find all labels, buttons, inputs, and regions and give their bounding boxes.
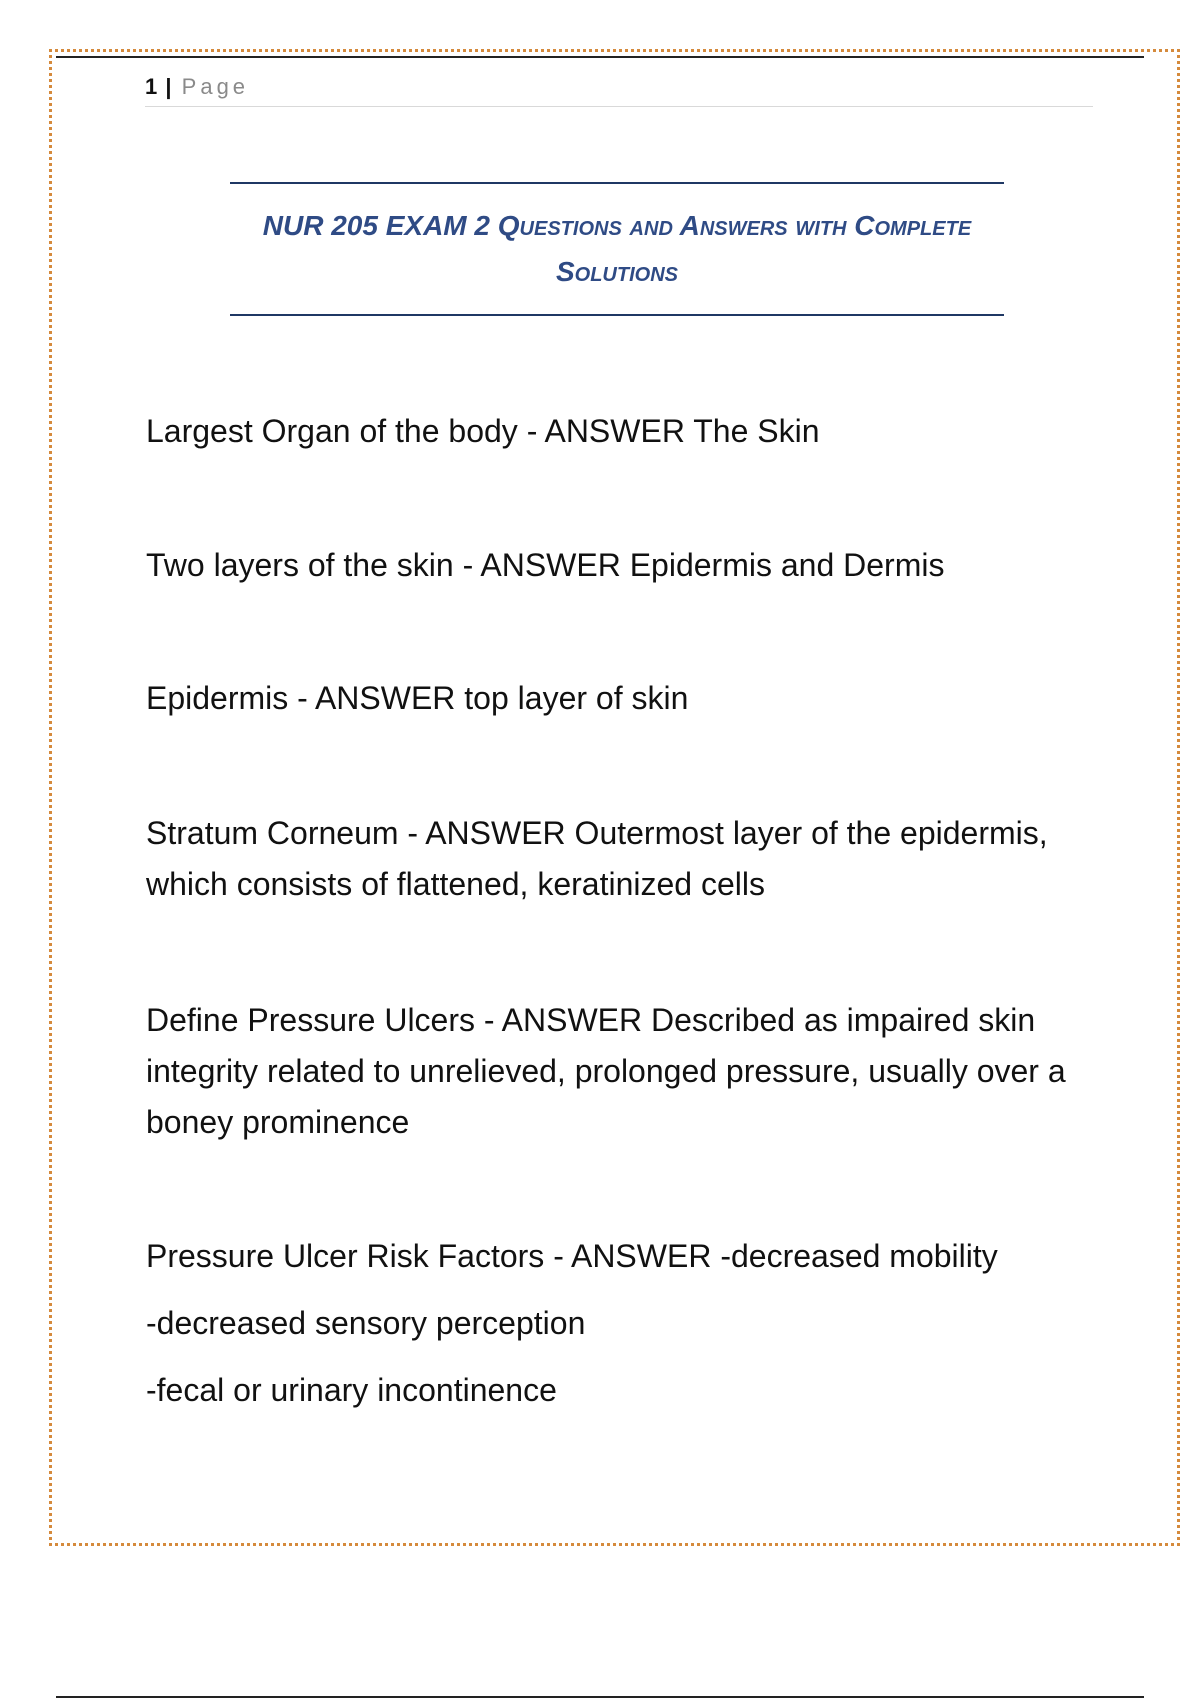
page-number: 1 bbox=[145, 74, 158, 99]
risk-factor-line: -fecal or urinary incontinence bbox=[146, 1372, 557, 1408]
page-header bbox=[145, 72, 1093, 107]
qa-item: Define Pressure Ulcers - ANSWER Described as impaired skin integrity related to unrelieved, prolonged pressure, usually over a boney prominence bbox=[146, 1002, 1066, 1140]
title-box bbox=[230, 182, 1004, 316]
bottom-rule bbox=[56, 1696, 1144, 1698]
qa-item: Stratum Corneum - ANSWER Outermost layer of the epidermis, which consists of flattened, keratinized cells bbox=[146, 815, 1048, 902]
risk-factor-line: -decreased sensory perception bbox=[146, 1305, 586, 1341]
risk-factor-line: Pressure Ulcer Risk Factors - ANSWER -decreased mobility bbox=[146, 1238, 998, 1274]
qa-item: Two layers of the skin - ANSWER Epidermis and Dermis bbox=[146, 547, 945, 583]
qa-item: Epidermis - ANSWER top layer of skin bbox=[146, 680, 689, 716]
document-title: NUR 205 EXAM 2 Questions and Answers with Complete Solutions bbox=[262, 210, 972, 287]
top-rule bbox=[56, 56, 1144, 58]
qa-item: Largest Organ of the body - ANSWER The Skin bbox=[146, 413, 820, 449]
page-label: Page bbox=[181, 74, 250, 99]
qa-list bbox=[146, 406, 1096, 1424]
page-separator: | bbox=[165, 74, 172, 99]
qa-item-risk-factors bbox=[146, 1231, 1096, 1424]
